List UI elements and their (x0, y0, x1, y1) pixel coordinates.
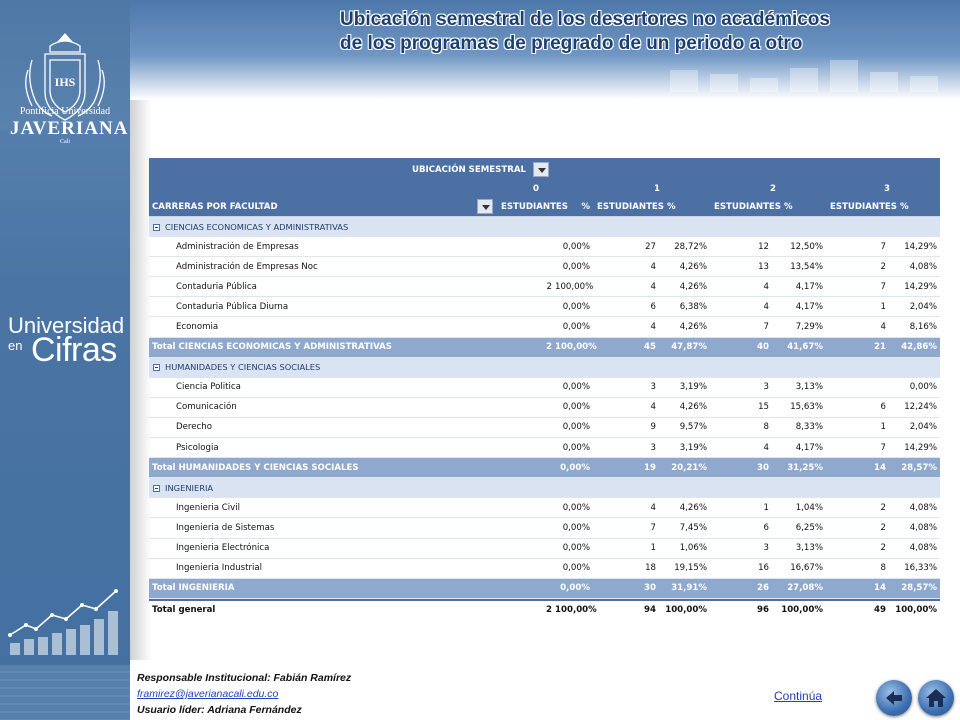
page-title (340, 8, 900, 56)
percent-cell: 4,26% (679, 322, 707, 333)
percent-cell: 0,00% (560, 462, 590, 473)
back-arrow-icon (882, 686, 906, 710)
row-label: Total general (152, 604, 216, 615)
percent-cell: 12,24% (904, 402, 937, 413)
students-cell: 8 (763, 422, 769, 433)
row-label: Total INGENIERIA (152, 583, 235, 594)
students-cell: 4 (650, 322, 656, 333)
students-cell: 3 (763, 543, 769, 554)
students-cell: 7 (880, 241, 886, 252)
col-students-2: ESTUDIANTES (714, 201, 781, 212)
collapse-minus-icon[interactable] (153, 364, 160, 371)
table-header-semesters-row (149, 180, 940, 197)
percent-cell: 4,26% (679, 502, 707, 513)
percent-cell: 3,13% (795, 382, 823, 393)
percent-cell: 100,00% (555, 342, 597, 353)
percent-cell: 8,16% (909, 322, 937, 333)
row-label: Total HUMANIDADES Y CIENCIAS SOCIALES (152, 462, 359, 473)
students-cell: 30 (644, 583, 656, 594)
students-cell: 12 (758, 241, 769, 252)
percent-cell: 1,04% (795, 502, 823, 513)
row-label: Administración de Empresas Noc (176, 261, 318, 272)
students-cell: 2 (546, 281, 552, 292)
collapse-minus-icon[interactable] (153, 224, 160, 231)
percent-cell: 6,38% (679, 301, 707, 312)
row-label-cell (149, 322, 497, 332)
table-row (149, 518, 940, 538)
percent-cell: 100,00% (555, 604, 597, 615)
row-label: CIENCIAS ECONOMICAS Y ADMINISTRATIVAS (165, 221, 349, 232)
students-cell: 7 (763, 322, 769, 333)
table-row (149, 438, 940, 458)
percent-cell: 0,00% (562, 301, 590, 312)
row-label-cell (149, 382, 497, 392)
percent-cell: 100,00% (665, 604, 707, 615)
back-button[interactable] (876, 680, 912, 716)
col-students-3: ESTUDIANTES (830, 201, 897, 212)
row-label-cell (149, 242, 497, 252)
table-row (149, 378, 940, 398)
percent-cell: 4,08% (909, 502, 937, 513)
percent-cell: 15,63% (790, 402, 823, 413)
percent-cell: 20,21% (671, 462, 707, 473)
percent-cell: 4,26% (679, 281, 707, 292)
percent-cell: 7,29% (795, 322, 823, 333)
table-row (149, 257, 940, 277)
students-cell: 2 (546, 604, 552, 615)
percent-cell: 13,54% (790, 261, 823, 272)
students-cell: 4 (763, 442, 769, 453)
collapse-minus-icon[interactable] (153, 485, 160, 492)
table-row (149, 237, 940, 257)
row-label-cell (149, 262, 497, 272)
page-title-line1: Ubicación semestral de los desertores no académicos (340, 9, 830, 30)
students-cell: 18 (645, 563, 656, 574)
row-label-cell (149, 302, 497, 312)
responsable-text: Responsable Institucional: Fabián Ramírez (137, 672, 352, 684)
row-label: Contaduria Pública (176, 281, 257, 292)
students-cell: 3 (650, 382, 656, 393)
row-label: Administración de Empresas (176, 241, 299, 252)
students-cell: 96 (757, 604, 769, 615)
students-cell: 6 (763, 522, 769, 533)
col-students-1: ESTUDIANTES (597, 201, 664, 212)
students-cell: 4 (880, 322, 886, 333)
percent-cell: 4,17% (795, 442, 823, 453)
percent-cell: 6,25% (795, 522, 823, 533)
row-label: Ingenieria Civil (176, 502, 241, 513)
row-label: Derecho (176, 422, 212, 433)
percent-cell: 0,00% (562, 322, 590, 333)
percent-cell: 47,87% (671, 342, 707, 353)
row-label: Ciencia Politica (176, 382, 241, 393)
percent-cell: 14,29% (904, 281, 937, 292)
percent-cell: 14,29% (904, 442, 937, 453)
percent-cell: 4,08% (909, 543, 937, 554)
percent-cell: 0,00% (562, 261, 590, 272)
students-cell: 1 (650, 543, 656, 554)
row-label-cell (149, 563, 497, 573)
page-title-line2: de los programas de pregrado de un periodo a otro (340, 33, 803, 54)
ubicacion-header-cell (149, 162, 526, 177)
percent-cell: 100,00% (781, 604, 823, 615)
row-label-cell (149, 523, 497, 533)
table-row (149, 277, 940, 297)
percent-cell: 16,33% (904, 563, 937, 574)
percent-cell: 3,19% (679, 382, 707, 393)
percent-cell: 42,86% (901, 342, 937, 353)
table-row (149, 317, 940, 337)
percent-cell: 0,00% (562, 543, 590, 554)
home-icon (924, 686, 948, 710)
percent-cell: 0,00% (562, 382, 590, 393)
table-row (149, 418, 940, 438)
students-cell: 4 (763, 281, 769, 292)
row-label: Ingenieria Electrónica (176, 543, 270, 554)
row-label: Psicologia (176, 442, 219, 453)
students-cell: 4 (650, 261, 656, 272)
students-cell: 4 (650, 502, 656, 513)
students-cell: 94 (644, 604, 656, 615)
percent-cell: 4,17% (795, 301, 823, 312)
row-label: Total CIENCIAS ECONOMICAS Y ADMINISTRATIVAS (152, 342, 392, 353)
percent-cell: 28,57% (901, 462, 937, 473)
students-cell: 4 (650, 402, 656, 413)
percent-cell: 100,00% (895, 604, 937, 615)
row-label-cell (149, 342, 497, 352)
percent-cell: 4,08% (909, 261, 937, 272)
col-pct-0: % (581, 201, 590, 212)
percent-cell: 12,50% (790, 241, 823, 252)
students-cell: 2 (880, 261, 886, 272)
percent-cell: 19,15% (674, 563, 707, 574)
students-cell: 7 (880, 442, 886, 453)
students-cell: 2 (546, 342, 552, 353)
students-cell: 7 (880, 281, 886, 292)
row-label: INGENIERIA (165, 482, 214, 493)
percent-cell: 2,04% (909, 301, 937, 312)
row-label-cell[interactable] (149, 222, 497, 232)
percent-cell: 16,67% (790, 563, 823, 574)
row-label: Ingenieria de Sistemas (176, 522, 275, 533)
students-cell: 3 (650, 442, 656, 453)
students-cell: 49 (874, 604, 886, 615)
percent-cell: 0,00% (562, 522, 590, 533)
table-header-columns-row (149, 197, 940, 217)
usuario-lider-text: Usuario líder: Adriana Fernández (137, 704, 302, 716)
university-name-line3: Cali (60, 139, 70, 145)
percent-cell: 41,67% (787, 342, 823, 353)
semester-3-header: 3 (884, 183, 890, 194)
row-label: Economia (176, 322, 219, 333)
percent-cell: 3,13% (795, 543, 823, 554)
table-row (149, 398, 940, 418)
students-cell: 30 (757, 462, 769, 473)
email-link[interactable]: framirez@javerianacali.edu.co (137, 688, 279, 700)
percent-cell: 2,04% (909, 422, 937, 433)
students-cell: 15 (758, 402, 769, 413)
percent-cell: 3,19% (679, 442, 707, 453)
row-label-cell (149, 402, 497, 412)
percent-cell: 100,00% (555, 281, 594, 292)
col-pct-3: % (900, 201, 909, 212)
row-label-cell (149, 583, 497, 593)
percent-cell: 14,29% (904, 241, 937, 252)
students-cell: 16 (758, 563, 769, 574)
students-cell: 6 (650, 301, 656, 312)
continue-link[interactable]: Continúa (774, 689, 823, 703)
row-label-cell[interactable] (149, 483, 497, 493)
percent-cell: 31,25% (787, 462, 823, 473)
brand-en: en (8, 338, 23, 353)
percent-cell: 0,00% (909, 382, 937, 393)
students-cell: 26 (757, 583, 769, 594)
total-row (149, 458, 940, 478)
percent-cell: 7,45% (679, 522, 707, 533)
table-row (149, 297, 940, 317)
row-label-cell (149, 463, 497, 473)
students-cell: 14 (874, 583, 886, 594)
university-name-line2: JAVERIANA (10, 118, 129, 139)
percent-cell: 31,91% (671, 583, 707, 594)
ubicacion-header-label: UBICACIÓN SEMESTRAL (412, 164, 526, 175)
row-label-cell (149, 422, 497, 432)
students-cell: 4 (650, 281, 656, 292)
students-cell: 4 (763, 301, 769, 312)
row-label-cell[interactable] (149, 362, 497, 372)
percent-cell: 4,26% (679, 402, 707, 413)
percent-cell: 0,00% (562, 402, 590, 413)
growth-chart-icon (6, 585, 124, 660)
students-cell: 1 (880, 422, 886, 433)
pivot-table (149, 158, 940, 619)
carreras-header-label: CARRERAS POR FACULTAD (152, 201, 278, 212)
percent-cell: 0,00% (562, 241, 590, 252)
row-label-cell (149, 443, 497, 453)
students-cell: 19 (644, 462, 656, 473)
percent-cell: 0,00% (560, 583, 590, 594)
students-cell: 7 (650, 522, 656, 533)
percent-cell: 28,72% (674, 241, 707, 252)
row-label: HUMANIDADES Y CIENCIAS SOCIALES (165, 362, 321, 373)
row-label-cell (149, 503, 497, 513)
row-label-cell (149, 605, 497, 615)
row-label-cell (149, 282, 497, 292)
university-name-line1: Pontificia Universidad (19, 106, 111, 117)
percent-cell: 4,08% (909, 522, 937, 533)
ubicacion-filter-dropdown[interactable] (533, 162, 549, 177)
row-label-cell (149, 543, 497, 553)
home-button[interactable] (918, 680, 954, 716)
percent-cell: 0,00% (562, 422, 590, 433)
students-cell: 2 (880, 522, 886, 533)
group-row (149, 358, 940, 378)
svg-text:IHS: IHS (54, 75, 76, 89)
percent-cell: 4,17% (795, 281, 823, 292)
percent-cell: 27,08% (787, 583, 823, 594)
students-cell: 27 (645, 241, 656, 252)
total-row (149, 579, 940, 599)
semester-0-header: 0 (533, 183, 539, 194)
row-label: Ingenieria Industrial (176, 563, 263, 574)
sidebar-stripes (0, 665, 130, 720)
students-cell: 2 (880, 502, 886, 513)
percent-cell: 8,33% (795, 422, 823, 433)
percent-cell: 9,57% (679, 422, 707, 433)
students-cell: 21 (874, 342, 886, 353)
brand-cifras: Cifras (31, 331, 117, 369)
percent-cell: 0,00% (562, 502, 590, 513)
percent-cell: 0,00% (562, 442, 590, 453)
students-cell: 9 (650, 422, 656, 433)
students-cell: 1 (763, 502, 769, 513)
students-cell: 40 (757, 342, 769, 353)
students-cell: 45 (644, 342, 656, 353)
row-label: Comunicación (176, 402, 237, 413)
table-row (149, 539, 940, 559)
table-header-ubicacion-row (149, 158, 940, 180)
group-row (149, 478, 940, 498)
students-cell: 13 (758, 261, 769, 272)
total-row (149, 338, 940, 358)
table-row (149, 559, 940, 579)
col-students-0: ESTUDIANTES (501, 201, 568, 212)
percent-cell: 28,57% (901, 583, 937, 594)
students-cell: 8 (880, 563, 886, 574)
students-cell: 1 (880, 301, 886, 312)
col-pct-2: % (784, 201, 793, 212)
semester-2-header: 2 (770, 183, 776, 194)
students-cell: 6 (880, 402, 886, 413)
students-cell: 2 (880, 543, 886, 554)
students-cell: 3 (763, 382, 769, 393)
sidebar (0, 0, 130, 720)
row-label: Contaduria Pública Diurna (176, 301, 289, 312)
percent-cell: 0,00% (562, 563, 590, 574)
percent-cell: 1,06% (679, 543, 707, 554)
students-cell: 14 (874, 462, 886, 473)
grand-total-row (149, 599, 940, 619)
footer-credits (137, 670, 351, 718)
percent-cell: 4,26% (679, 261, 707, 272)
table-body (149, 217, 940, 619)
group-row (149, 217, 940, 237)
semester-1-header: 1 (654, 183, 660, 194)
brand-universidad: Universidad (8, 313, 125, 338)
table-row (149, 498, 940, 518)
carreras-filter-dropdown[interactable] (477, 199, 493, 214)
col-pct-1: % (667, 201, 676, 212)
carreras-header-cell (149, 199, 497, 214)
